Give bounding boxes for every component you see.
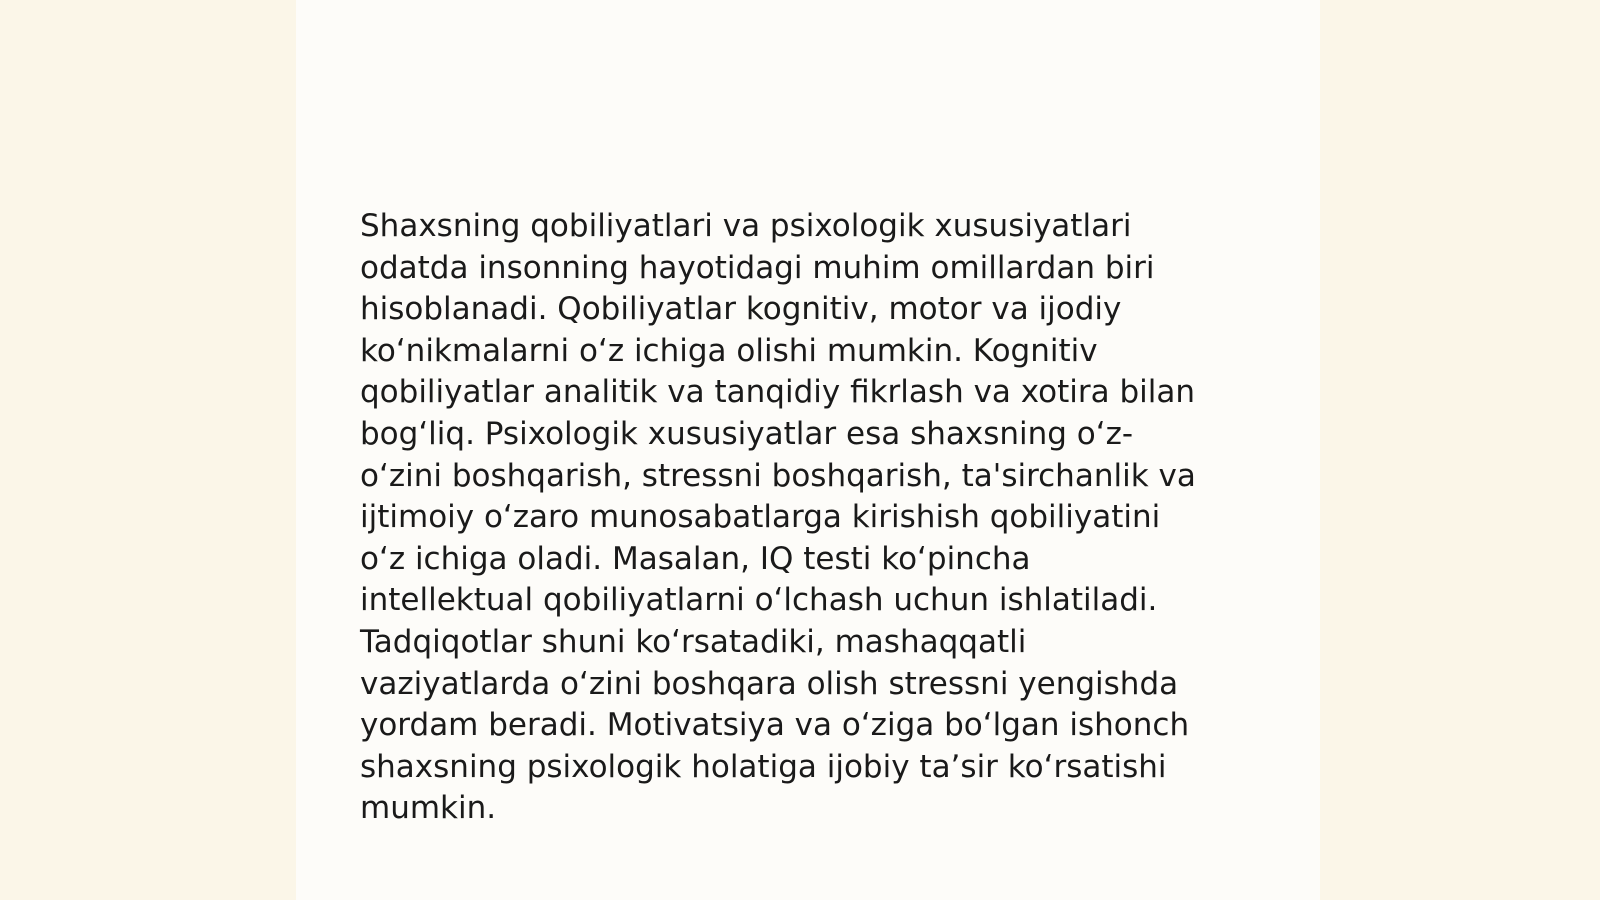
document-page: [296, 0, 1320, 900]
body-paragraph: Shaxsning qobiliyatlari va psixologik xususiyatlari odatda insonning hayotidagi muhim omillardan biri hisoblanadi. Qobiliyatlar kognitiv, motor va ijodiy ko‘nikmalarni o‘z ichiga olishi mumkin. Kognitiv qobiliyatlar analitik va tanqidiy fikrlash va xotira bilan bog‘liq. Psixologik xususiyatlar esa shaxsning o‘z- o‘zini boshqarish, stressni boshqarish, ta'sirchanlik va ijtimoiy o‘zaro munosabatlarga kirishish qobiliyatini o‘z ichiga oladi. Masalan, IQ testi ko‘pincha intellektual qobiliyatlarni o‘lchash uchun ishlatiladi. Tadqiqotlar shuni ko‘rsatadiki, mashaqqatli vaziyatlarda o‘zini boshqara olish stressni yengishda yordam beradi. Motivatsiya va o‘ziga bo‘lgan ishonch shaxsning psixologik holatiga ijobiy ta’sir ko‘rsatishi mumkin.: [360, 208, 1196, 827]
